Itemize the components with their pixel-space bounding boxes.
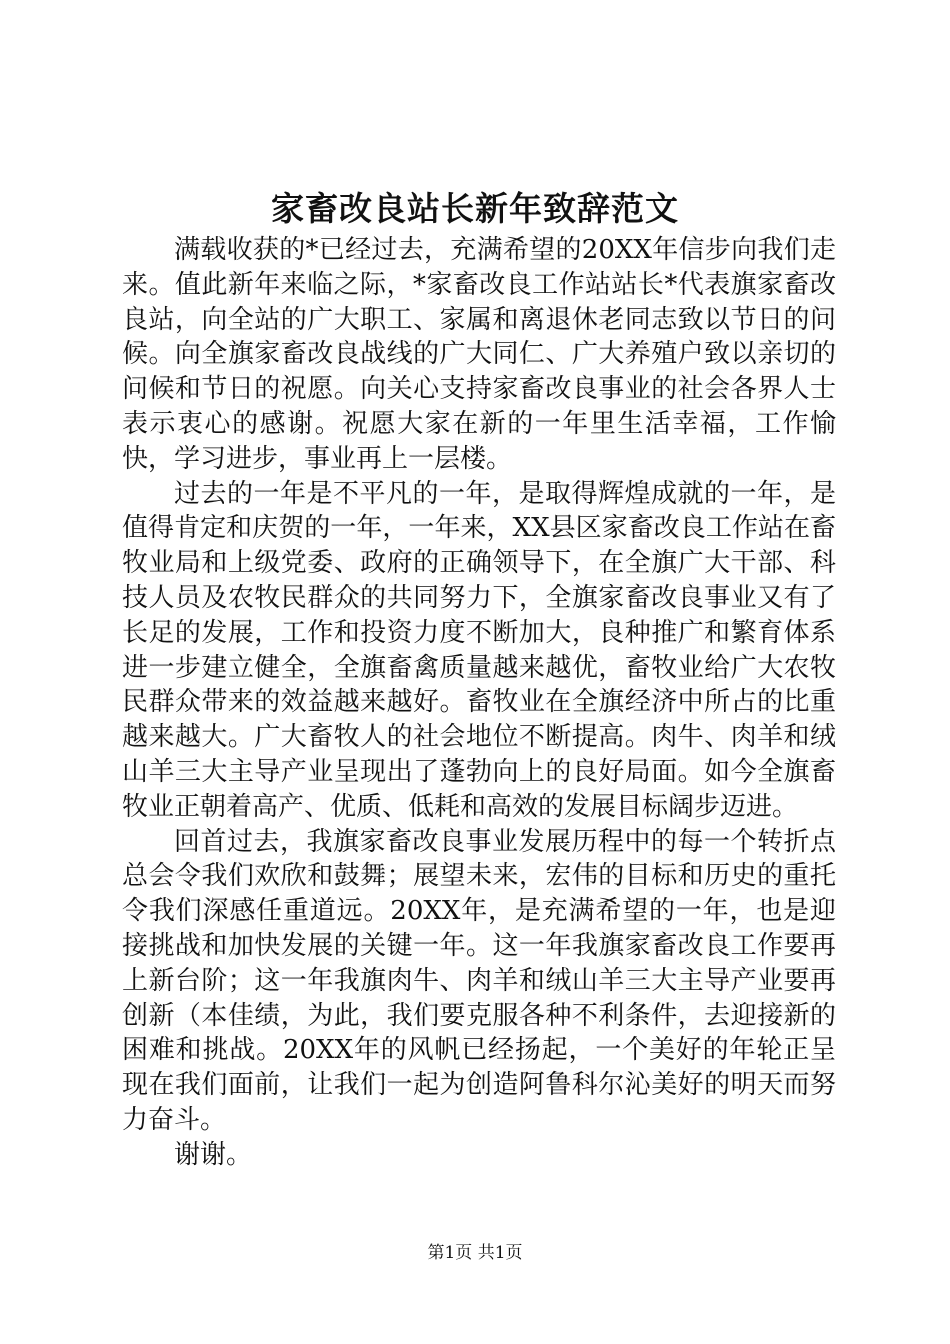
paragraph-3: 回首过去，我旗家畜改良事业发展历程中的每一个转折点总会令我们欢欣和鼓舞；展望未来，宏伟的目标和历史的重托令我们深感任重道远。20XX年，是充满希望的一年，也是迎接挑战和加快发展的关键一年。这一年我旗家畜改良工作要再上新台阶；这一年我旗肉牛、肉羊和绒山羊三大主导产业要再创新（本佳绩，为此，我们要克服各种不利条件，去迎接新的困难和挑战。20XX年的风帆已经扬起，一个美好的年轮正呈现在我们面前，让我们一起为创造阿鲁科尔沁美好的明天而努力奋斗。 (122, 826, 836, 1135)
paragraph-1: 满载收获的*已经过去，充满希望的20XX年信步向我们走来。值此新年来临之际，*家畜改良工作站站长*代表旗家畜改良站，向全站的广大职工、家属和离退休老同志致以节日的问候。向全旗家畜改良战线的广大同仁、广大养殖户致以亲切的问候和节日的祝愿。向关心支持家畜改良事业的社会各界人士表示衷心的感谢。祝愿大家在新的一年里生活幸福，工作愉快，学习进步，事业再上一层楼。 (122, 235, 836, 474)
paragraph-2: 过去的一年是不平凡的一年，是取得辉煌成就的一年，是值得肯定和庆贺的一年，一年来，XX县区家畜改良工作站在畜牧业局和上级党委、政府的正确领导下，在全旗广大干部、科技人员及农牧民群众的共同努力下，全旗家畜改良事业又有了长足的发展，工作和投资力度不断加大，良种推广和繁育体系进一步建立健全，全旗畜禽质量越来越优，畜牧业给广大农牧民群众带来的效益越来越好。畜牧业在全旗经济中所占的比重越来越大。广大畜牧人的社会地位不断提高。肉牛、肉羊和绒山羊三大主导产业呈现出了蓬勃向上的良好局面。如今全旗畜牧业正朝着高产、优质、低耗和高效的发展目标阔步迈进。 (122, 478, 836, 822)
page-number-footer: 第1页 共1页 (427, 1243, 523, 1263)
paragraph-4: 谢谢。 (174, 1139, 253, 1170)
document-body (122, 233, 836, 1173)
document-title: 家畜改良站长新年致辞范文 (271, 189, 679, 228)
